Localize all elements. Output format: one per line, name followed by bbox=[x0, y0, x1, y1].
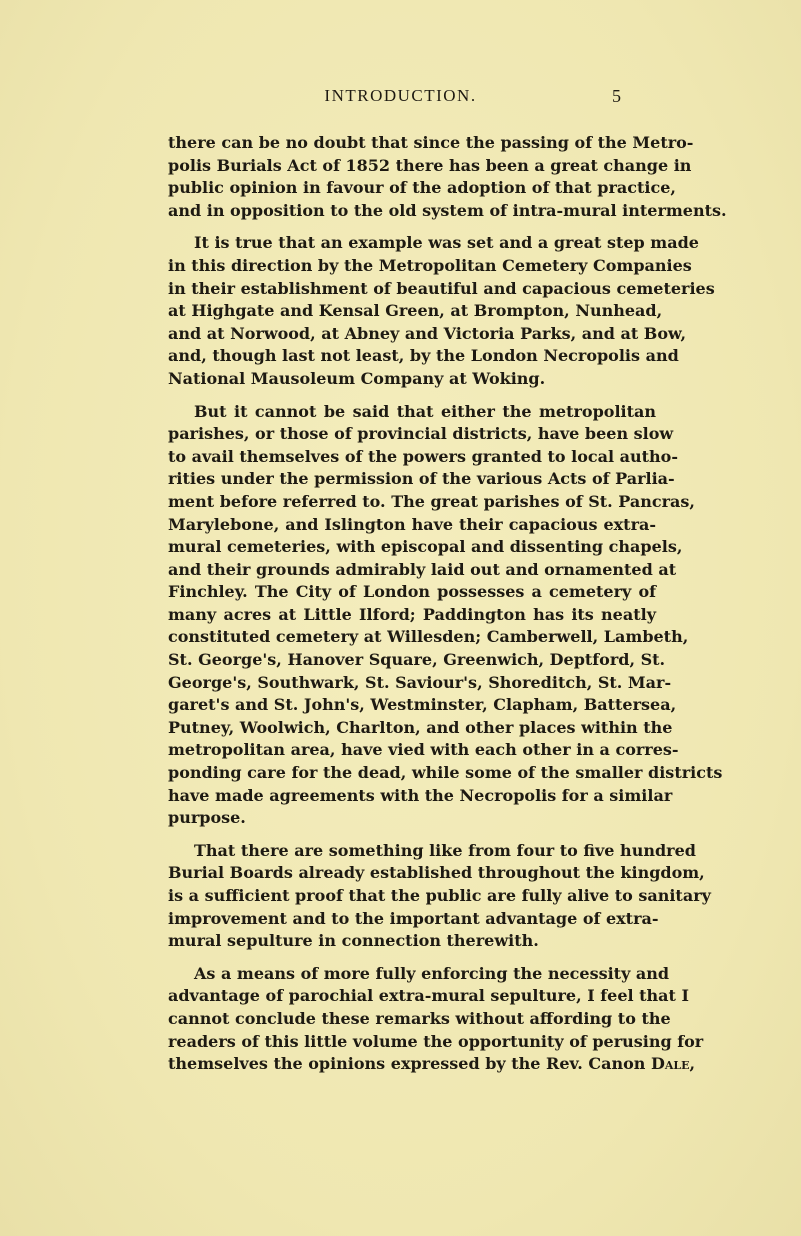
text-line bbox=[168, 930, 656, 953]
text-line-content: at Highgate and Kensal Green, at Brompton, Nunhead, bbox=[168, 301, 663, 321]
text-line bbox=[168, 255, 692, 278]
text-line bbox=[168, 559, 677, 582]
text-line bbox=[168, 626, 689, 649]
text-line-content: there can be no doubt that since the passing of the Metro- bbox=[168, 133, 694, 152]
text-line-content: cannot conclude these remarks without affording to the bbox=[168, 1008, 671, 1028]
text-line bbox=[168, 155, 692, 178]
small-caps-name: Dale, bbox=[650, 1054, 696, 1074]
text-line-content: Burial Boards already established throughout the kingdom, bbox=[168, 863, 705, 883]
text-line-content: in this direction by the Metropolitan Cemetery Companies bbox=[168, 255, 692, 275]
text-line-content: But it cannot be said that either the metropolitan bbox=[194, 401, 656, 421]
paragraph-4 bbox=[168, 840, 711, 953]
text-line-content: and, though last not least, by the London Necropolis and bbox=[168, 346, 679, 366]
text-line-content: readers of this little volume the opportunity of perusing for bbox=[168, 1031, 704, 1051]
text-line bbox=[168, 232, 699, 255]
paragraph-3 bbox=[168, 401, 723, 830]
text-line bbox=[168, 694, 677, 717]
text-line bbox=[168, 717, 673, 740]
text-line-content: and in opposition to the old system of intra-mural interments. bbox=[168, 200, 727, 220]
text-line-content: St. George's, Hanover Square, Greenwich, Deptford, St. bbox=[168, 650, 666, 670]
text-line bbox=[168, 985, 689, 1008]
text-line bbox=[168, 177, 676, 200]
text-line bbox=[168, 491, 695, 514]
page-number: 5 bbox=[612, 86, 621, 106]
running-head: INTRODUCTION. bbox=[324, 86, 477, 105]
text-line-content: Finchley. The City of London possesses a cemetery of bbox=[168, 582, 656, 602]
text-line-content: National Mausoleum Company at Woking. bbox=[168, 368, 546, 388]
text-line-content: Marylebone, and Islington have their capacious extra- bbox=[168, 514, 656, 534]
text-line bbox=[168, 649, 666, 672]
text-line bbox=[168, 1031, 704, 1054]
text-line bbox=[168, 785, 673, 808]
text-line-content: ment before referred to. The great parishes of St. Pancras, bbox=[168, 491, 695, 511]
text-line-content: rities under the permission of the various Acts of Parlia- bbox=[168, 469, 675, 489]
text-line bbox=[168, 862, 705, 885]
text-line-content: purpose. bbox=[168, 808, 246, 828]
text-line bbox=[168, 368, 656, 391]
text-line-content: parishes, or those of provincial districts, have been slow bbox=[168, 424, 674, 444]
body-text bbox=[168, 132, 727, 1076]
text-line-content: That there are something like from four to five hundred bbox=[194, 840, 696, 860]
text-line-content: themselves the opinions expressed by the Rev. Canon bbox=[168, 1054, 646, 1074]
text-line-content: ponding care for the dead, while some of the smaller districts bbox=[168, 763, 723, 783]
text-line bbox=[168, 840, 696, 863]
text-line-content: and at Norwood, at Abney and Victoria Parks, and at Bow, bbox=[168, 323, 687, 343]
text-line-content: mural cemeteries, with episcopal and dissenting chapels, bbox=[168, 537, 683, 557]
text-line bbox=[168, 963, 670, 986]
text-line bbox=[168, 581, 656, 604]
text-line-content: It is true that an example was set and a great step made bbox=[194, 233, 699, 253]
text-line bbox=[168, 446, 678, 469]
text-line-content: mural sepulture in connection therewith. bbox=[168, 931, 539, 951]
paragraph-2 bbox=[168, 232, 715, 390]
text-line-content: is a sufficient proof that the public are fully alive to sanitary bbox=[168, 886, 711, 905]
text-line bbox=[168, 278, 715, 301]
text-line bbox=[168, 1053, 696, 1076]
text-line-content: George's, Southwark, St. Saviour's, Shoreditch, St. Mar- bbox=[168, 672, 672, 692]
text-line-content: in their establishment of beautiful and capacious cemeteries bbox=[168, 278, 715, 298]
text-line bbox=[168, 468, 675, 491]
text-line bbox=[168, 200, 727, 223]
text-line-content: metropolitan area, have vied with each other in a corres- bbox=[168, 740, 679, 760]
text-line-content: have made agreements with the Necropolis for a similar bbox=[168, 785, 673, 805]
text-line bbox=[168, 1008, 671, 1031]
text-line bbox=[168, 132, 694, 155]
paragraph-gap bbox=[168, 830, 656, 840]
text-line bbox=[168, 536, 683, 559]
text-line bbox=[168, 401, 656, 424]
text-line-content: Putney, Woolwich, Charlton, and other places within the bbox=[168, 717, 673, 737]
paragraph-gap bbox=[168, 222, 656, 232]
text-line-content: and their grounds admirably laid out and ornamented at bbox=[168, 559, 677, 579]
text-line-content: garet's and St. John's, Westminster, Clapham, Battersea, bbox=[168, 695, 677, 715]
text-line bbox=[168, 885, 711, 908]
text-line bbox=[168, 604, 656, 627]
text-line bbox=[168, 739, 679, 762]
text-line bbox=[168, 323, 687, 346]
paragraph-gap bbox=[168, 391, 656, 401]
text-line bbox=[168, 345, 679, 368]
text-line-content: As a means of more fully enforcing the necessity and bbox=[194, 963, 670, 983]
text-line-content: many acres at Little Ilford; Paddington has its neatly bbox=[168, 604, 656, 624]
text-line-content: public opinion in favour of the adoption of that practice, bbox=[168, 178, 676, 198]
text-line bbox=[168, 300, 663, 323]
text-line-content: constituted cemetery at Willesden; Camberwell, Lambeth, bbox=[168, 627, 689, 647]
text-line bbox=[168, 423, 674, 446]
paragraph-1 bbox=[168, 132, 727, 222]
page-header bbox=[0, 86, 801, 114]
text-line bbox=[168, 807, 656, 830]
text-line bbox=[168, 762, 723, 785]
text-line-content: polis Burials Act of 1852 there has been a great change in bbox=[168, 155, 692, 175]
text-line bbox=[168, 672, 672, 695]
text-line-content: improvement and to the important advantage of extra- bbox=[168, 908, 659, 928]
text-line-content: advantage of parochial extra-mural sepulture, I feel that I bbox=[168, 986, 689, 1006]
text-line bbox=[168, 514, 656, 537]
text-line bbox=[168, 908, 659, 931]
paragraph-5 bbox=[168, 963, 704, 1076]
paragraph-gap bbox=[168, 953, 656, 963]
text-line-content: to avail themselves of the powers granted to local autho- bbox=[168, 446, 678, 466]
